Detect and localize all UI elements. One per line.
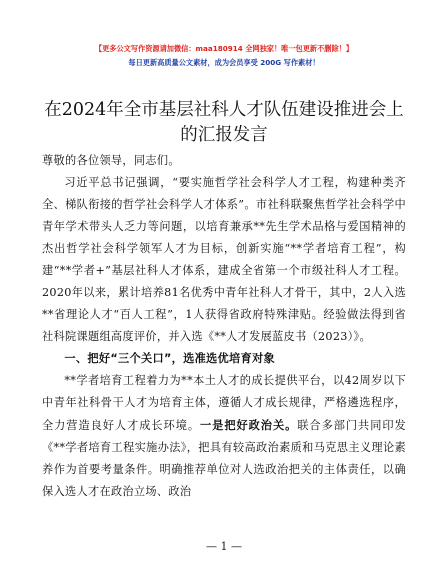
page-number: — 1 —: [206, 540, 242, 553]
emphasis-point-one: 一是把好政治关。: [200, 418, 298, 432]
document-title: 在2024年全市基层社科人才队伍建设推进会上的汇报发言: [44, 100, 404, 145]
paragraph-tail-text: 联合多部门共同印发《**学者培育工程实施办法》，把具有较高政治素质和马克思主义理论素养作为首要考量条件。明确推荐单位对人选政治把关的主体责任，以确保入选人才在政治立场、政治: [42, 419, 407, 498]
paragraph-lead-text: **学者培育工程着力为**本土人才的成长提供平台，以42周岁以下中青年社科骨干人才为培育主体，遵循人才成长规律，严格遴选程序，全力营造良好人才成长环境。: [42, 374, 406, 432]
greeting: 尊敬的各位领导，同志们。: [42, 154, 180, 167]
paragraph-section-1: [42, 370, 406, 503]
section-heading-1: 一、把好“三个关口”，选准选优培育对象: [64, 352, 275, 365]
paragraph-intro: 习近平总书记强调，“要实施哲学社会科学人才工程，构建种类齐全、梯队衔接的哲学社会科学人才体系”。市社科联聚焦哲学社会科学中青年学术带头人乏力等问题，以培育兼承**先生学术品格与爱国精神的杰出哲学社会科学领军人才为目标，创新实施“**学者培育工程”，构建“**学者+”基层社科人才体系，建成全省第一个市级社科人才工程。2020年以来，累计培养81名优秀中青年社科人才骨干，其中，2人入选**省理论人才“百人工程”，1人获得省政府特殊津贴。经验做法得到省社科院课题组高度评价，并入选《**人才发展蓝皮书（2023）》。: [42, 176, 406, 343]
document-body: [42, 150, 406, 503]
promo-banner-line1: 【更多公文写作资源请加微信：maa180914 全网独家！唯一包更新不删除！】: [94, 44, 354, 53]
promo-banner-line2: 每日更新高质量公文素材，成为会员享受 200G 写作素材！: [128, 58, 320, 67]
